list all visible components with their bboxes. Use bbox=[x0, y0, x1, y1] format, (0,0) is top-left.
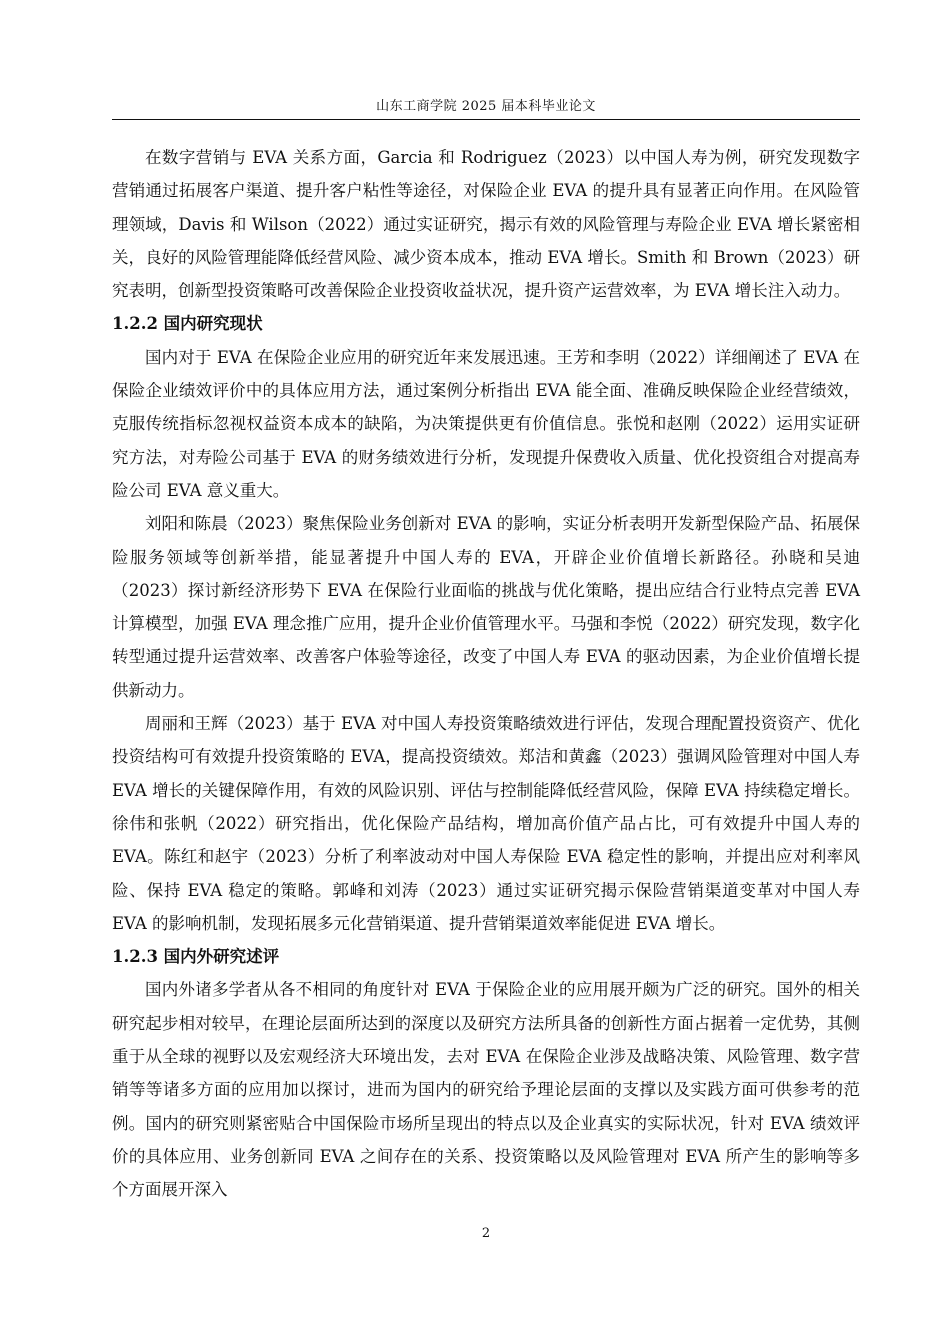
paragraph: 在数字营销与 EVA 关系方面，Garcia 和 Rodriguez（2023）以中国人寿为例，研究发现数字营销通过拓展客户渠道、提升客户粘性等途径，对保险企业 EVA 的提升具有显著正向作用。在风险管理领域，Davis 和 Wilson（2022）通过实证研究，揭示有效的风险管理与寿险企业 EVA 增长紧密相关，良好的风险管理能降低经营风险、减少资本成本，推动 EVA 增长。Smith 和 Brown（2023）研究表明，创新型投资策略可改善保险企业投资收益状况，提升资产运营效率，为 EVA 增长注入动力。 bbox=[112, 148, 860, 301]
paragraph: 国内对于 EVA 在保险企业应用的研究近年来发展迅速。王芳和李明（2022）详细阐述了 EVA 在保险企业绩效评价中的具体应用方法，通过案例分析指出 EVA 能全面、准确反映保险企业经营绩效，克服传统指标忽视权益资本成本的缺陷，为决策提供更有价值信息。张悦和赵刚（2022）运用实证研究方法，对寿险公司基于 EVA 的财务绩效进行分析，发现提升保费收入质量、优化投资组合对提高寿险公司 EVA 意义重大。 bbox=[112, 347, 860, 500]
section-heading-1-2-2: 1.2.2 国内研究现状 bbox=[112, 314, 263, 334]
section-heading-1-2-3: 1.2.3 国内外研究述评 bbox=[112, 947, 280, 967]
document-body bbox=[112, 141, 860, 1207]
paragraph: 刘阳和陈晨（2023）聚焦保险业务创新对 EVA 的影响，实证分析表明开发新型保险产品、拓展保险服务领域等创新举措，能显著提升中国人寿的 EVA，开辟企业价值增长新路径。孙晓和吴迪（2023）探讨新经济形势下 EVA 在保险行业面临的挑战与优化策略，提出应结合行业特点完善 EVA 计算模型，加强 EVA 理念推广应用，提升企业价值管理水平。马强和李悦（2022）研究发现，数字化转型通过提升运营效率、改善客户体验等途径，改变了中国人寿 EVA 的驱动因素，为企业价值增长提供新动力。 bbox=[112, 514, 860, 700]
page-number: 2 bbox=[481, 1226, 491, 1241]
header-rule bbox=[112, 119, 860, 120]
running-header: 山东工商学院 2025 届本科毕业论文 bbox=[376, 99, 596, 114]
paragraph: 国内外诸多学者从各不相同的角度针对 EVA 于保险企业的应用展开颇为广泛的研究。国外的相关研究起步相对较早，在理论层面所达到的深度以及研究方法所具备的创新性方面占据着一定优势，其侧重于从全球的视野以及宏观经济大环境出发，去对 EVA 在保险企业涉及战略决策、风险管理、数字营销等等诸多方面的应用加以探讨，进而为国内的研究给予理论层面的支撑以及实践方面可供参考的范例。国内的研究则紧密贴合中国保险市场所呈现出的特点以及企业真实的实际状况，针对 EVA 绩效评价的具体应用、业务创新同 EVA 之间存在的关系、投资策略以及风险管理对 EVA 所产生的影响等多个方面展开深入 bbox=[112, 980, 860, 1200]
paragraph: 周丽和王辉（2023）基于 EVA 对中国人寿投资策略绩效进行评估，发现合理配置投资资产、优化投资结构可有效提升投资策略的 EVA，提高投资绩效。郑洁和黄鑫（2023）强调风险管理对中国人寿 EVA 增长的关键保障作用，有效的风险识别、评估与控制能降低经营风险，保障 EVA 持续稳定增长。徐伟和张帆（2022）研究指出，优化保险产品结构，增加高价值产品占比，可有效提升中国人寿的 EVA。陈红和赵宇（2023）分析了利率波动对中国人寿保险 EVA 稳定性的影响，并提出应对利率风险、保持 EVA 稳定的策略。郭峰和刘涛（2023）通过实证研究揭示保险营销渠道变革对中国人寿 EVA 的影响机制，发现拓展多元化营销渠道、提升营销渠道效率能促进 EVA 增长。 bbox=[112, 714, 860, 933]
